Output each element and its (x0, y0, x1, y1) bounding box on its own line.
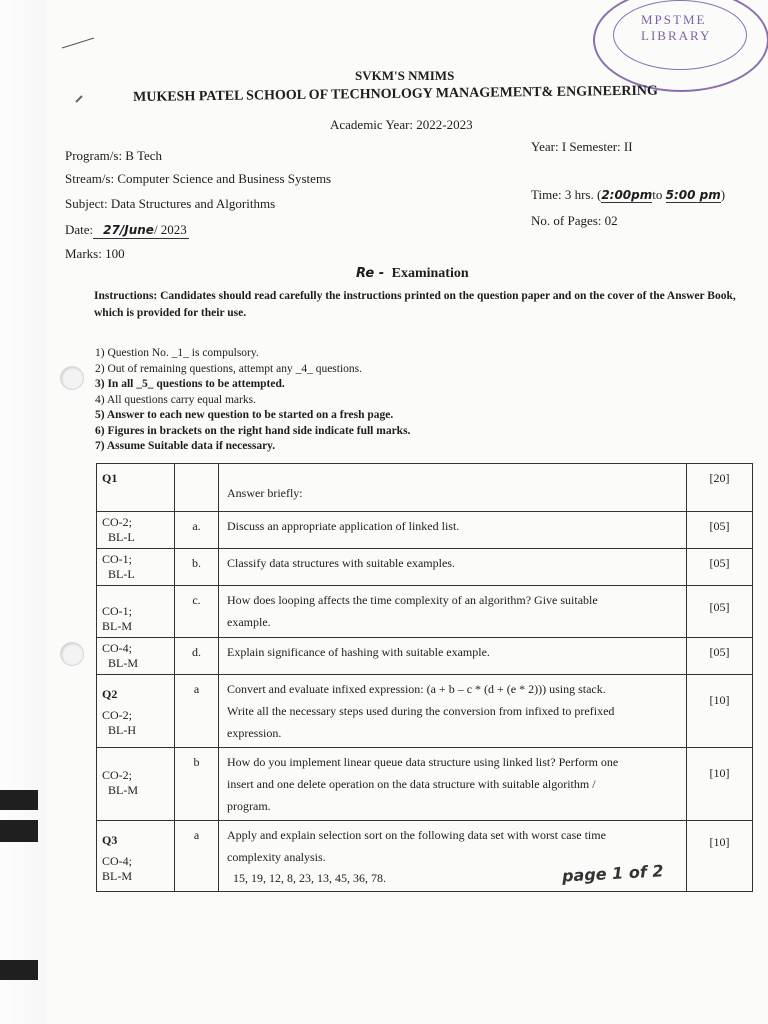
scan-edge (0, 0, 46, 1024)
course-outcome (97, 549, 175, 586)
question-line: Apply and explain selection sort on the following data set with worst case time (227, 828, 606, 842)
subject: Subject: Data Structures and Algorithms (65, 196, 276, 211)
question-line: Write all the necessary steps used during the conversion from infixed to prefixed (227, 704, 615, 718)
time-start: 2:00pm (601, 188, 653, 202)
pen-mark (60, 30, 100, 110)
instruction-item: 1) Question No. _1_ is compulsory. (95, 347, 259, 359)
instructions-intro: Instructions: Candidates should read carefully the instructions printed on the question paper and on the cover of the Answer Book, which is provided for their use. (94, 290, 736, 319)
co-code: CO-4; (102, 641, 132, 655)
co-code: CO-4; (102, 854, 132, 868)
co-code: CO-2; (102, 708, 132, 722)
bloom-level: BL-M (102, 869, 132, 883)
program: Program/s: B Tech (65, 148, 163, 163)
bloom-level: BL-M (108, 656, 138, 670)
course-outcome (97, 512, 175, 549)
exam-title-label: Examination (391, 266, 469, 281)
question-text (219, 675, 687, 748)
marks: [05] (687, 586, 753, 638)
data-set: 15, 19, 12, 8, 23, 13, 45, 36, 78. (233, 871, 386, 885)
question-number: Q2 (102, 687, 118, 701)
punch-hole (60, 366, 84, 390)
table-row (97, 512, 753, 549)
course-outcome (97, 675, 175, 748)
question-line: insert and one delete operation on the data structure with suitable algorithm / (227, 777, 596, 791)
instruction-item: 7) Assume Suitable data if necessary. (95, 440, 276, 452)
course-outcome (97, 748, 175, 821)
scan-edge-mark (0, 960, 38, 980)
table-row (97, 464, 753, 512)
re-handwritten: Re - (356, 266, 385, 281)
marks: [10] (687, 675, 753, 748)
co-code: CO-2; (102, 768, 132, 782)
marks: [05] (687, 638, 753, 675)
bloom-level: BL-L (108, 567, 135, 581)
page-count: No. of Pages: 02 (531, 213, 618, 228)
exam-date (65, 222, 189, 239)
co-code: CO-1; (102, 552, 132, 566)
bloom-level: BL-L (108, 530, 135, 544)
course-outcome (97, 821, 175, 892)
question-line: How do you implement linear queue data structure using linked list? Perform one (227, 755, 619, 769)
question-text: Classify data structures with suitable examples. (219, 549, 687, 586)
question-line: complexity analysis. (227, 850, 326, 864)
bloom-level: BL-M (108, 783, 138, 797)
sub-question-id: a. (175, 512, 219, 549)
course-outcome (97, 586, 175, 638)
scan-edge-mark (0, 820, 38, 842)
punch-hole (60, 642, 84, 666)
time-to: to (652, 187, 666, 202)
date-label: Date: (65, 222, 94, 237)
table-row (97, 586, 753, 638)
marks: [05] (687, 549, 753, 586)
table-row (97, 748, 753, 821)
sub-question-id: d. (175, 638, 219, 675)
scan-edge-mark (0, 790, 38, 810)
co-code: CO-1; (102, 604, 132, 618)
instruction-item: 6) Figures in brackets on the right hand side indicate full marks. (95, 424, 411, 437)
table-row (97, 638, 753, 675)
time-close: ) (720, 187, 726, 202)
table-row (97, 675, 753, 748)
question-line: Convert and evaluate infixed expression: (a + b – c * (d + (e * 2))) using stack. (227, 682, 606, 696)
stream: Stream/s: Computer Science and Business Systems (65, 171, 332, 186)
page-number-handwritten: page 1 of 2 (561, 861, 664, 886)
question-line: example. (227, 615, 271, 629)
stamp-subtitle: LIBRARY (641, 28, 712, 43)
time-label: Time: 3 hrs. ( (531, 187, 602, 202)
instruction-item: 5) Answer to each new question to be started on a fresh page. (95, 409, 394, 421)
sub-question-id: a (175, 821, 219, 892)
total-marks: Marks: 100 (65, 246, 125, 261)
co-code: CO-2; (102, 515, 132, 529)
marks: [20] (687, 464, 753, 512)
sub-question-id (175, 464, 219, 512)
marks: [10] (687, 821, 753, 892)
bloom-level: BL-M (102, 619, 132, 633)
sub-question-id: a (175, 675, 219, 748)
exam-time (531, 187, 725, 203)
stamp-title: MPSTME (641, 12, 707, 27)
table-row (97, 549, 753, 586)
school-name: MUKESH PATEL SCHOOL OF TECHNOLOGY MANAGEMENT& ENGINEERING (133, 83, 658, 105)
question-text (219, 586, 687, 638)
question-text: Explain significance of hashing with suitable example. (219, 638, 687, 675)
year-semester: Year: I Semester: II (531, 139, 633, 154)
marks: [05] (687, 512, 753, 549)
university-name: SVKM'S NMIMS (355, 68, 455, 83)
instruction-item: 3) In all _5_ questions to be attempted. (95, 378, 285, 390)
instruction-list (95, 346, 410, 455)
question-table (96, 463, 753, 892)
marks: [10] (687, 748, 753, 821)
question-number: Q3 (102, 833, 118, 847)
question-line: program. (227, 799, 271, 813)
course-outcome (97, 638, 175, 675)
academic-year: Academic Year: 2022-2023 (330, 117, 473, 132)
question-text: Answer briefly: (219, 464, 687, 512)
instruction-item: 2) Out of remaining questions, attempt any _4_ questions. (95, 362, 363, 375)
instruction-item: 4) All questions carry equal marks. (95, 393, 256, 406)
question-number: Q1 (97, 464, 175, 512)
date-handwritten: 27/June (103, 223, 154, 237)
question-line: How does looping affects the time complexity of an algorithm? Give suitable (227, 593, 598, 607)
sub-question-id: c. (175, 586, 219, 638)
sub-question-id: b (175, 748, 219, 821)
bloom-level: BL-H (108, 723, 136, 737)
question-line: expression. (227, 726, 282, 740)
date-year: / 2023 (153, 222, 187, 237)
sub-question-id: b. (175, 549, 219, 586)
exam-title (356, 266, 469, 282)
time-end: 5:00 pm (665, 188, 721, 202)
question-text: Discuss an appropriate application of linked list. (219, 512, 687, 549)
question-text (219, 748, 687, 821)
